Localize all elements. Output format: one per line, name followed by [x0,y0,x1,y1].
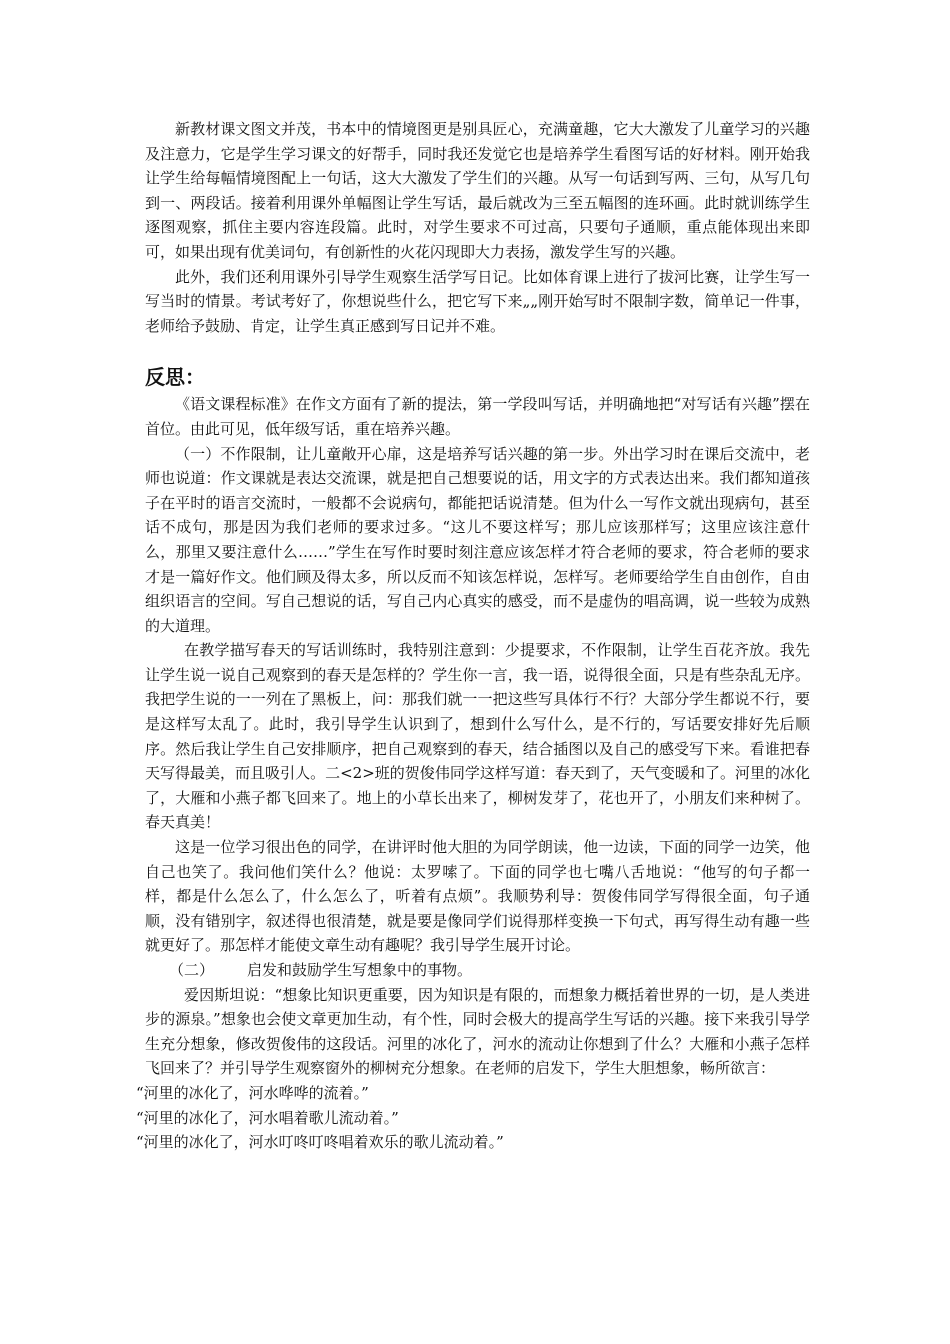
document-page [136,117,810,1155]
paragraph-textbook-illustrations: 新教材课文图文并茂，书本中的情境图更是别具匠心，充满童趣，它大大激发了儿童学习的兴趣及注意力，它是学生学习课文的好帮手，同时我还发觉它也是培养学生看图写话的好材料。刚开始我让学生给每幅情境图配上一句话，这大大激发了学生们的兴趣。从写一句话到写两、三句，从写几句到一、两段话。接着利用课外单幅图让学生写话，最后就改为三至五幅图的连环画。此时就训练学生逐图观察，抓住主要内容连段篇。此时，对学生要求不可过高，只要句子通顺，重点能体现出来即可，如果出现有优美词句，有创新性的火花闪现即大力表扬，激发学生写的兴趣。 [145,120,810,261]
paragraph-diary-writing: 此外，我们还利用课外引导学生观察生活学写日记。比如体育课上进行了拔河比赛，让学生写一写当时的情景。考试考好了，你想说些什么，把它写下来„„刚开始写时不限制字数，简单记一件事，老师给予鼓励、肯定，让学生真正感到写日记并不难。 [145,267,810,335]
paragraph-curriculum-standard: 《语文课程标准》在作文方面有了新的提法，第一学段叫写话，并明确地把“对写话有兴趣”摆在首位。由此可见，低年级写话，重在培养兴趣。 [145,395,810,438]
paragraph-no-restrictions: （一）不作限制，让儿童敞开心扉，这是培养写话兴趣的第一步。外出学习时在课后交流中，老师也说道：作文课就是表达交流课，就是把自己想要说的话，用文字的方式表达出来。我们都知道孩子在平时的语言交流时，一般都不会说病句，都能把话说清楚。但为什么一写作文就出现病句，甚至话不成句，那是因为我们老师的要求过多。“这儿不要这样写；那儿应该那样写；这里应该注意什么，那里又要注意什么……”学生在写作时要时刻注意应该怎样才符合老师的要求，符合老师的要求才是一篇好作文。他们顾及得太多，所以反而不知该怎样说，怎样写。老师要给学生自由创作，自由组织语言的空间。写自己想说的话，写自己内心真实的感受，而不是虚伪的唱高调，说一些较为成熟的大道理。 [145,444,810,635]
numbered-item-two [145,958,810,983]
section-heading-reflection: 反思： [145,365,205,390]
paragraph-spring-writing: 在教学描写春天的写话训练时，我特别注意到：少提要求，不作限制，让学生百花齐放。我先让学生说一说自己观察到的春天是怎样的？学生你一言，我一语，说得很全面，只是有些杂乱无序。我把学生说的一一列在了黑板上，问：那我们就一一把这些写具体行不行？大部分学生都说不行，要是这样写太乱了。此时，我引导学生认识到了，想到什么写什么，是不行的，写话要安排好先后顺序。然后我让学生自己安排顺序，把自己观察到的春天，结合插图以及自己的感受写下来。看谁把春天写得最美，而且吸引人。二<2>班的贺俊伟同学这样写道：春天到了，天气变暖和了。河里的冰化了，大雁和小燕子都飞回来了。地上的小草长出来了，柳树发芽了，花也开了，小朋友们来种树了。春天真美！ [145,641,810,832]
spacer [145,338,810,362]
student-quote-3: “河里的冰化了，河水叮咚叮咚唱着欢乐的歌儿流动着。” [136,1133,504,1152]
item-text: 启发和鼓励学生写想象中的事物。 [247,961,473,979]
item-number: （二） [169,961,215,979]
student-quote-1: “河里的冰化了，河水哗哗的流着。” [136,1083,369,1102]
student-quote-2: “河里的冰化了，河水唱着歌儿流动着。” [136,1108,399,1127]
paragraph-peer-review: 这是一位学习很出色的同学，在讲评时他大胆的为同学朗读，他一边读，下面的同学一边笑，他自己也笑了。我问他们笑什么？他说：太罗嗦了。下面的同学也七嘴八舌地说：“他写的句子都一样，都是什么怎么了，什么怎么了，听着有点烦”。我顺势利导：贺俊伟同学写得很全面，句子通顺，没有错别字，叙述得也很清楚，就是要是像同学们说得那样变换一下句式，再写得生动有趣一些就更好了。那怎样才能使文章生动有趣呢？我引导学生展开讨论。 [145,838,810,955]
paragraph-imagination: 爱因斯坦说：“想象比知识更重要，因为知识是有限的，而想象力概括着世界的一切，是人类进步的源泉。”想象也会使文章更加生动，有个性，同时会极大的提高学生写话的兴趣。接下来我引导学生充分想象，修改贺俊伟的这段话。河里的冰化了，河水的流动让你想到了什么？大雁和小燕子怎样飞回来了？并引导学生观察窗外的柳树充分想象。在老师的启发下，学生大胆想象，畅所欲言： [145,985,810,1078]
